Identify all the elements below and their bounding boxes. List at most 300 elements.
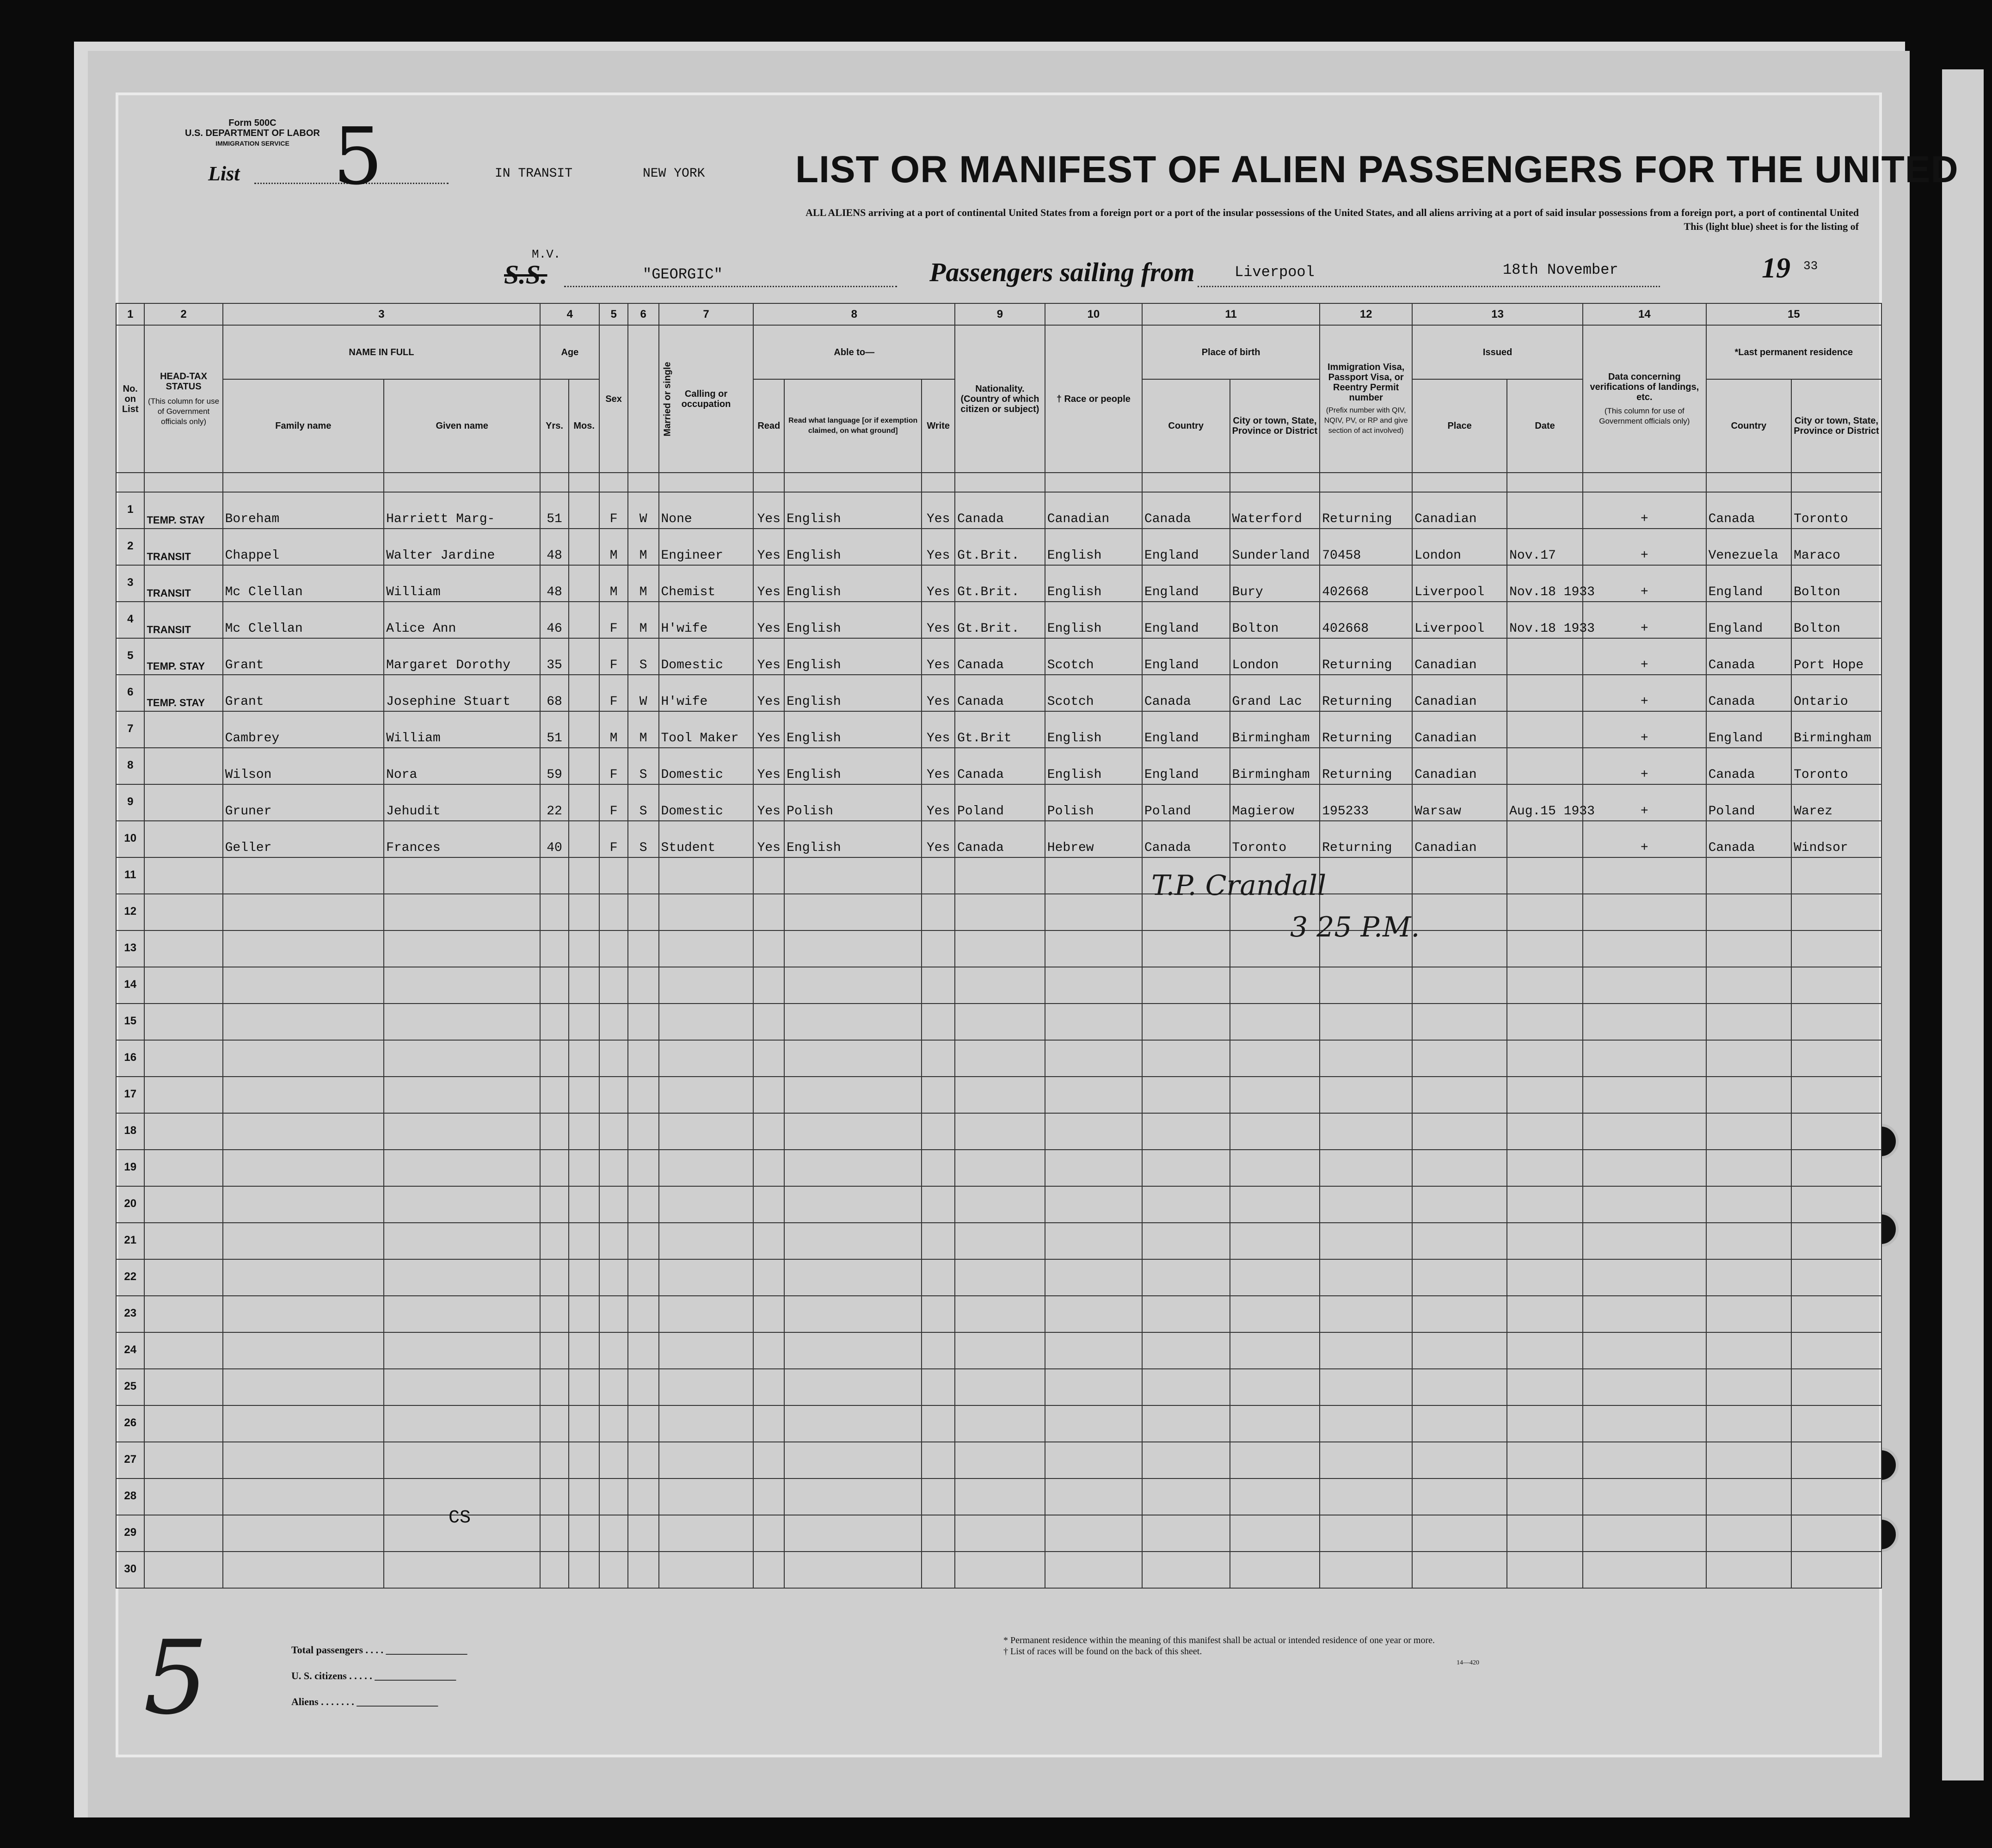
cell-empty <box>569 1077 600 1113</box>
cell-empty <box>784 894 922 930</box>
cell-empty <box>384 1077 540 1113</box>
cell-status: TEMP. STAY <box>144 492 222 529</box>
cell-nationality: Canada <box>955 675 1045 711</box>
cell-empty <box>1230 1113 1320 1150</box>
cell-write: Yes <box>922 529 955 565</box>
cell-no: 26 <box>116 1405 144 1442</box>
cell-empty <box>599 1515 627 1552</box>
cell-empty <box>540 1332 568 1369</box>
cell-no: 2 <box>116 529 144 565</box>
cell-empty <box>1230 1332 1320 1369</box>
form-department: U.S. DEPARTMENT OF LABOR <box>185 128 320 138</box>
empty-row <box>116 1405 1881 1442</box>
cell-empty <box>569 565 600 602</box>
cell-empty <box>922 1150 955 1186</box>
cell-empty <box>1230 967 1320 1004</box>
cell-empty <box>1045 1405 1142 1442</box>
cell-empty <box>1320 1332 1412 1369</box>
cell-sex: F <box>599 492 627 529</box>
cell-empty <box>144 1478 222 1515</box>
cell-birth-city: London <box>1230 638 1320 675</box>
passenger-row <box>116 602 1881 638</box>
cell-no: 10 <box>116 821 144 857</box>
cell-empty <box>753 857 784 894</box>
cell-empty <box>1320 1442 1412 1478</box>
cell-empty <box>1507 1332 1583 1369</box>
passenger-row <box>116 784 1881 821</box>
cell-empty <box>1230 1515 1320 1552</box>
totals-block <box>291 1637 467 1715</box>
cell-status: TEMP. STAY <box>144 675 222 711</box>
cell-empty <box>628 1369 659 1405</box>
cell-race: Polish <box>1045 784 1142 821</box>
cell-empty <box>569 529 600 565</box>
cell-given: Nora <box>384 748 540 784</box>
cell-empty <box>1412 1478 1507 1515</box>
cell-empty <box>1142 1442 1230 1478</box>
footnote-residence: * Permanent residence within the meaning of this manifest shall be actual or intended residence of one year or more. <box>1003 1635 1435 1645</box>
cell-empty <box>784 1077 922 1113</box>
cell-empty <box>1230 1186 1320 1223</box>
cell-status <box>144 711 222 748</box>
cell-no: 20 <box>116 1186 144 1223</box>
cell-empty <box>659 1296 754 1332</box>
cell-empty <box>569 1405 600 1442</box>
cell-sex: M <box>599 565 627 602</box>
cell-empty <box>540 1442 568 1478</box>
cell-empty <box>540 1405 568 1442</box>
header-birth-city: City or town, State, Province or District <box>1230 379 1320 473</box>
cell-language: English <box>784 529 922 565</box>
cell-write: Yes <box>922 602 955 638</box>
cell-empty <box>1706 1223 1791 1259</box>
header-calling: Calling or occupation <box>659 325 754 473</box>
cell-married: M <box>628 711 659 748</box>
cell-empty <box>1142 1186 1230 1223</box>
cell-empty <box>540 1478 568 1515</box>
cell-empty <box>753 1150 784 1186</box>
cell-sex: F <box>599 821 627 857</box>
cell-empty <box>955 1259 1045 1296</box>
cell-empty <box>922 930 955 967</box>
cell-empty <box>1412 1113 1507 1150</box>
cell-birth-country: England <box>1142 638 1230 675</box>
cell-empty <box>599 1296 627 1332</box>
cell-empty <box>1791 1296 1881 1332</box>
cell-empty <box>955 1405 1045 1442</box>
cell-empty <box>753 1259 784 1296</box>
cell-married: M <box>628 565 659 602</box>
cell-empty <box>144 1552 222 1588</box>
cell-issued-date: Nov.18 1933 <box>1507 565 1583 602</box>
cell-birth-city: Birmingham <box>1230 711 1320 748</box>
cell-empty <box>144 1004 222 1040</box>
cell-empty <box>955 1077 1045 1113</box>
cell-empty <box>1320 1113 1412 1150</box>
column-number: 7 <box>659 303 754 325</box>
cell-no: 19 <box>116 1150 144 1186</box>
column-number: 6 <box>628 303 659 325</box>
cell-read: Yes <box>753 638 784 675</box>
cell-empty <box>922 1040 955 1077</box>
list-number: 5 <box>333 111 383 203</box>
cell-visa: 195233 <box>1320 784 1412 821</box>
cell-status: TRANSIT <box>144 529 222 565</box>
cell-empty <box>599 1186 627 1223</box>
cell-empty <box>1230 1004 1320 1040</box>
cell-empty <box>540 1186 568 1223</box>
empty-rows <box>116 857 1881 1588</box>
cell-write: Yes <box>922 711 955 748</box>
cell-empty <box>540 1515 568 1552</box>
cell-empty <box>1142 1296 1230 1332</box>
empty-row <box>116 1259 1881 1296</box>
cell-birth-country: England <box>1142 529 1230 565</box>
cell-empty <box>144 1186 222 1223</box>
handwritten-list-number: 5 <box>143 1619 208 1737</box>
cell-empty <box>144 1077 222 1113</box>
cell-no: 14 <box>116 967 144 1004</box>
cell-issued-place: Canadian <box>1412 492 1507 529</box>
cell-res-country: Poland <box>1706 784 1791 821</box>
cell-empty <box>784 857 922 894</box>
cell-no: 6 <box>116 675 144 711</box>
header-last-residence: *Last permanent residence <box>1706 325 1881 379</box>
cell-empty <box>753 1223 784 1259</box>
cell-no: 27 <box>116 1442 144 1478</box>
column-number: 9 <box>955 303 1045 325</box>
cell-empty <box>1230 1040 1320 1077</box>
cell-read: Yes <box>753 529 784 565</box>
cell-race: English <box>1045 529 1142 565</box>
cell-empty <box>1045 1552 1142 1588</box>
cell-empty <box>1045 1004 1142 1040</box>
cell-empty <box>384 1259 540 1296</box>
cell-empty <box>659 1369 754 1405</box>
cell-empty <box>1706 1515 1791 1552</box>
passenger-row <box>116 748 1881 784</box>
cell-empty <box>599 894 627 930</box>
cell-res-country: Canada <box>1706 492 1791 529</box>
cell-married: M <box>628 529 659 565</box>
notice-text <box>467 206 1859 234</box>
form-number: Form 500C <box>228 118 277 128</box>
cell-family: Mc Clellan <box>223 565 384 602</box>
cell-empty <box>569 492 600 529</box>
cell-empty <box>540 1150 568 1186</box>
cell-empty <box>384 1332 540 1369</box>
cell-empty <box>659 1478 754 1515</box>
cell-empty <box>784 1442 922 1478</box>
header-place-of-birth: Place of birth <box>1142 325 1320 379</box>
cell-empty <box>1706 1113 1791 1150</box>
cell-empty <box>1583 1296 1706 1332</box>
inspection-time: 3 25 P.M. <box>1290 911 1420 943</box>
cell-write: Yes <box>922 784 955 821</box>
cell-empty <box>1412 930 1507 967</box>
cell-read: Yes <box>753 821 784 857</box>
cell-empty <box>1507 1077 1583 1113</box>
cell-empty <box>1412 1186 1507 1223</box>
column-number: 12 <box>1320 303 1412 325</box>
cell-empty <box>569 857 600 894</box>
cell-empty <box>1045 894 1142 930</box>
cell-res-city: Ontario <box>1791 675 1881 711</box>
cell-empty <box>1142 1552 1230 1588</box>
cell-empty <box>784 1405 922 1442</box>
cell-empty <box>1142 930 1230 967</box>
cell-empty <box>569 1040 600 1077</box>
cell-visa: 402668 <box>1320 565 1412 602</box>
cell-empty <box>628 1259 659 1296</box>
cell-empty <box>144 930 222 967</box>
cell-empty <box>1583 1004 1706 1040</box>
cell-empty <box>1045 1223 1142 1259</box>
cell-birth-country: Canada <box>1142 492 1230 529</box>
cell-empty <box>223 967 384 1004</box>
cell-empty <box>1320 1478 1412 1515</box>
cell-sex: F <box>599 784 627 821</box>
cell-empty <box>540 857 568 894</box>
cell-empty <box>1706 967 1791 1004</box>
cell-empty <box>1583 1040 1706 1077</box>
cell-family: Chappel <box>223 529 384 565</box>
cell-empty <box>1583 1186 1706 1223</box>
cell-empty <box>1142 1478 1230 1515</box>
cell-empty <box>569 821 600 857</box>
cell-empty <box>1791 1332 1881 1369</box>
cell-empty <box>1412 1552 1507 1588</box>
cell-empty <box>784 930 922 967</box>
cell-empty <box>1583 1552 1706 1588</box>
ss-label: S.S. <box>504 259 547 290</box>
cell-empty <box>384 1186 540 1223</box>
vessel-type: M.V. <box>532 247 561 261</box>
cell-empty <box>384 1296 540 1332</box>
cell-birth-city: Sunderland <box>1230 529 1320 565</box>
cell-empty <box>569 748 600 784</box>
cell-empty <box>540 1040 568 1077</box>
cell-given: William <box>384 711 540 748</box>
cell-empty <box>955 967 1045 1004</box>
cell-verify: + <box>1583 675 1706 711</box>
cell-empty <box>1583 1405 1706 1442</box>
notice-line-2: This (light blue) sheet is for the listing of <box>1684 221 1859 232</box>
cell-empty <box>922 1077 955 1113</box>
cell-empty <box>1583 1442 1706 1478</box>
cell-empty <box>599 1113 627 1150</box>
cell-empty <box>628 1515 659 1552</box>
cell-nationality: Gt.Brit <box>955 711 1045 748</box>
cell-empty <box>1320 1077 1412 1113</box>
cell-visa: Returning <box>1320 492 1412 529</box>
cell-no: 12 <box>116 894 144 930</box>
cell-empty <box>922 1369 955 1405</box>
cell-empty <box>599 1259 627 1296</box>
cell-empty <box>569 1259 600 1296</box>
cell-empty <box>144 1405 222 1442</box>
cell-read: Yes <box>753 711 784 748</box>
cell-empty <box>384 1113 540 1150</box>
header-birth-country: Country <box>1142 379 1230 473</box>
inspector-signature: T.P. Crandall <box>1151 869 1327 902</box>
cell-empty <box>1412 1040 1507 1077</box>
cell-empty <box>1507 1186 1583 1223</box>
cell-empty <box>144 894 222 930</box>
cell-empty <box>144 1442 222 1478</box>
cell-res-country: Canada <box>1706 821 1791 857</box>
cell-status: TRANSIT <box>144 565 222 602</box>
cell-visa: Returning <box>1320 638 1412 675</box>
cell-empty <box>144 1259 222 1296</box>
cell-verify: + <box>1583 565 1706 602</box>
cell-issued-date <box>1507 711 1583 748</box>
cell-language: English <box>784 711 922 748</box>
cell-empty <box>540 1296 568 1332</box>
cell-given: William <box>384 565 540 602</box>
cell-family: Gruner <box>223 784 384 821</box>
cell-visa: 70458 <box>1320 529 1412 565</box>
cell-empty <box>628 1186 659 1223</box>
cell-empty <box>1706 857 1791 894</box>
cell-issued-date <box>1507 821 1583 857</box>
cell-age: 59 <box>540 748 568 784</box>
cell-empty <box>659 857 754 894</box>
cell-empty <box>1507 857 1583 894</box>
header-verification <box>1583 325 1706 473</box>
visa-note: (Prefix number with QIV, NQIV, PV, or RP and give section of act involved) <box>1324 406 1408 435</box>
cell-empty <box>144 1150 222 1186</box>
cell-empty <box>540 894 568 930</box>
cell-empty <box>1791 1040 1881 1077</box>
header-family-name: Family name <box>223 379 384 473</box>
header-name-in-full: NAME IN FULL <box>223 325 541 379</box>
cell-empty <box>1706 1442 1791 1478</box>
cell-res-city: Bolton <box>1791 565 1881 602</box>
cell-empty <box>1412 894 1507 930</box>
cell-empty <box>659 1223 754 1259</box>
cell-birth-city: Toronto <box>1230 821 1320 857</box>
cell-empty <box>784 1478 922 1515</box>
cell-empty <box>1791 1442 1881 1478</box>
cell-empty <box>384 930 540 967</box>
notice-line-1: ALL ALIENS arriving at a port of continental United States from a foreign port or a port of the insular possessions of the United States, and all aliens arriving at a port of said insular possessions from a foreign port, a port of continental United <box>805 207 1859 218</box>
cell-empty <box>955 1332 1045 1369</box>
cell-empty <box>922 1113 955 1150</box>
passenger-row <box>116 492 1881 529</box>
column-number: 10 <box>1045 303 1142 325</box>
cell-issued-date <box>1507 638 1583 675</box>
year-suffix: 33 <box>1803 259 1818 273</box>
cell-issued-place: Canadian <box>1412 821 1507 857</box>
cell-empty <box>753 1040 784 1077</box>
cell-empty <box>628 1405 659 1442</box>
cell-empty <box>922 1442 955 1478</box>
cell-occupation: Domestic <box>659 748 754 784</box>
cell-empty <box>1791 1478 1881 1515</box>
cell-birth-city: Bury <box>1230 565 1320 602</box>
cell-empty <box>1791 930 1881 967</box>
cell-empty <box>659 894 754 930</box>
cell-race: Canadian <box>1045 492 1142 529</box>
cell-empty <box>1706 1150 1791 1186</box>
cell-birth-country: England <box>1142 748 1230 784</box>
cell-occupation: Domestic <box>659 638 754 675</box>
cell-empty <box>599 1478 627 1515</box>
cell-no: 4 <box>116 602 144 638</box>
cell-write: Yes <box>922 821 955 857</box>
cell-empty <box>384 894 540 930</box>
cell-empty <box>659 1259 754 1296</box>
column-number: 8 <box>753 303 955 325</box>
cell-birth-city: Birmingham <box>1230 748 1320 784</box>
cell-no: 15 <box>116 1004 144 1040</box>
cell-language: English <box>784 638 922 675</box>
cell-empty <box>784 1004 922 1040</box>
cell-empty <box>753 894 784 930</box>
cell-empty <box>922 1296 955 1332</box>
cell-nationality: Poland <box>955 784 1045 821</box>
cell-empty <box>1412 1515 1507 1552</box>
cell-nationality: Canada <box>955 638 1045 675</box>
cell-married: S <box>628 821 659 857</box>
cell-empty <box>1230 1223 1320 1259</box>
passenger-rows <box>116 492 1881 857</box>
cell-empty <box>1507 1552 1583 1588</box>
cell-empty <box>1230 1442 1320 1478</box>
cell-nationality: Gt.Brit. <box>955 529 1045 565</box>
total-passengers-label: Total passengers . . . . ________________ <box>291 1644 467 1656</box>
cell-empty <box>1045 1369 1142 1405</box>
head-tax-title: HEAD-TAX STATUS <box>160 371 207 392</box>
cell-empty <box>922 1004 955 1040</box>
cell-empty <box>955 1369 1045 1405</box>
visa-title: Immigration Visa, Passport Visa, or Reentry Permit number <box>1328 362 1405 403</box>
header-res-city: City or town, State, Province or District <box>1791 379 1881 473</box>
cell-empty <box>569 1223 600 1259</box>
cell-empty <box>628 857 659 894</box>
cell-married: S <box>628 784 659 821</box>
cell-empty <box>922 857 955 894</box>
cell-empty <box>1583 1223 1706 1259</box>
cell-empty <box>1507 1369 1583 1405</box>
cell-language: English <box>784 821 922 857</box>
page-title: LIST OR MANIFEST OF ALIEN PASSENGERS FOR THE UNITED <box>795 148 1959 191</box>
cell-empty <box>223 1040 384 1077</box>
cell-empty <box>223 1150 384 1186</box>
cell-empty <box>955 1113 1045 1150</box>
cell-race: English <box>1045 711 1142 748</box>
cell-birth-city: Grand Lac <box>1230 675 1320 711</box>
cell-empty <box>955 1150 1045 1186</box>
cell-empty <box>540 1259 568 1296</box>
cell-empty <box>223 930 384 967</box>
cell-empty <box>628 930 659 967</box>
header-race: † Race or people <box>1045 325 1142 473</box>
cell-empty <box>753 1515 784 1552</box>
cell-empty <box>1320 1369 1412 1405</box>
cell-empty <box>223 1186 384 1223</box>
cell-age: 22 <box>540 784 568 821</box>
cell-empty <box>1791 1369 1881 1405</box>
cell-empty <box>1045 1515 1142 1552</box>
cell-empty <box>753 1077 784 1113</box>
us-citizens-label: U. S. citizens . . . . . ________________ <box>291 1670 456 1682</box>
cell-empty <box>1142 1332 1230 1369</box>
cell-empty <box>599 1405 627 1442</box>
cell-empty <box>1142 1369 1230 1405</box>
cell-verify: + <box>1583 638 1706 675</box>
